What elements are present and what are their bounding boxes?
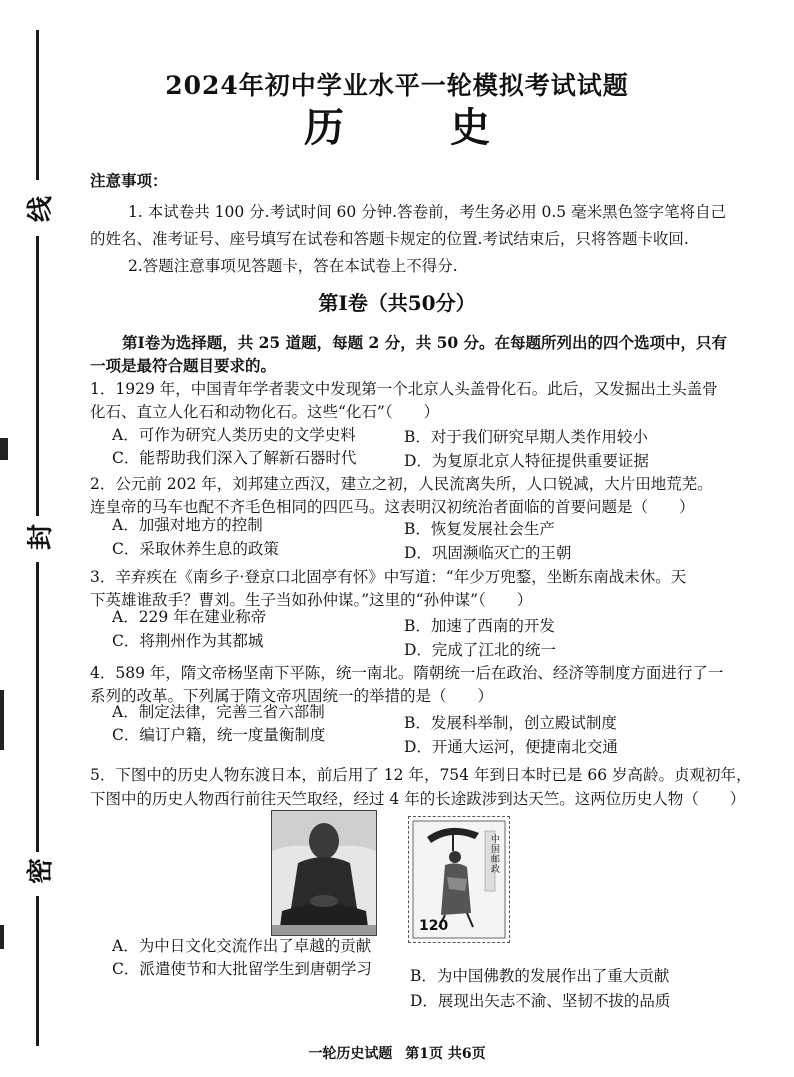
footer-page: 第1页 共6页 (405, 1046, 486, 1062)
binding-line-lower (36, 562, 39, 852)
q5-option-a: A．为中日文化交流作出了卓越的贡献 (112, 937, 372, 955)
page-footer (0, 1043, 794, 1063)
q2-option-d: D．巩固濒临灭亡的王朝 (404, 544, 572, 562)
section-title: 第Ⅰ卷（共50分） (318, 291, 476, 315)
monk-statue-image (272, 811, 376, 935)
question-2-line-2: 连皇帝的马车也配不齐毛色相同的四匹马。这表明汉初统治者面临的首要问题是（ ） (90, 498, 695, 516)
q4-option-c: C．编订户籍，统一度量衡制度 (112, 726, 326, 744)
exam-title: 2024年初中学业水平一轮模拟考试试题 (165, 71, 629, 100)
xuanzang-stamp (408, 816, 510, 943)
binding-char-mi: 密 (26, 857, 57, 885)
section-intro-2: 一项是最符合题目要求的。 (90, 356, 277, 375)
notice-heading: 注意事项： (90, 171, 168, 190)
q4-option-d: D．开通大运河，便捷南北交通 (404, 738, 618, 756)
q1-option-b: B．对于我们研究早期人类作用较小 (404, 428, 648, 446)
question-5-line-1: 5．下图中的历史人物东渡日本，前后用了 12 年，754 年到日本时已是 66 岁高龄。贞观初年， (90, 766, 752, 784)
q5-option-c: C．派遣使节和大批留学生到唐朝学习 (112, 960, 372, 978)
q3-option-c: C．将荆州作为其都城 (112, 632, 264, 650)
edge-fragment (0, 925, 4, 949)
q5-option-d: D．展现出矢志不渝、坚韧不拔的品质 (410, 992, 671, 1010)
question-5-line-2: 下图中的历史人物西行前往天竺取经，经过 4 年的长途跋涉到达天竺。这两位历史人物（ ） (90, 790, 746, 808)
question-1-line-2: 化石、直立人化石和动物化石。这些“化石”（ ） (90, 403, 440, 421)
question-2-line-1: 2．公元前 202 年，刘邦建立西汉，建立之初，人民流离失所，人口锐减，大片田地荒芜。 (90, 475, 713, 493)
q2-option-b: B．恢复发展社会生产 (404, 520, 555, 538)
q4-option-a: A．制定法律，完善三省六部制 (112, 703, 325, 721)
q2-option-a: A．加强对地方的控制 (112, 516, 263, 534)
edge-fragment (0, 690, 4, 750)
question-4-line-1: 4．589 年，隋文帝杨坚南下平陈，统一南北。隋朝统一后在政治、经济等制度方面进行了一 (90, 664, 724, 682)
notice-line-3: 2.答题注意事项见答题卡，答在本试卷上不得分. (128, 257, 458, 275)
edge-fragment (0, 438, 8, 460)
question-1-line-1: 1．1929 年，中国青年学者裴文中发现第一个北京人头盖骨化石。此后，又发掘出土头盖骨 (90, 380, 718, 398)
question-4-line-2: 系列的改革。下列属于隋文帝巩固统一的举措的是（ ） (90, 687, 494, 705)
notice-line-2: 的姓名、准考证号、座号填写在试卷和答题卡规定的位置.考试结束后，只将答题卡收回. (90, 230, 689, 248)
q3-option-b: B．加速了西南的开发 (404, 617, 555, 635)
question-3-line-2: 下英雄谁敌手？曹刘。生子当如孙仲谋。”这里的“孙仲谋”（ ） (90, 591, 533, 609)
question-3-line-1: 3．辛弃疾在《南乡子·登京口北固亭有怀》中写道：“年少万兜鍪，坐断东南战未休。天 (90, 568, 687, 586)
q3-option-d: D．完成了江北的统一 (404, 641, 556, 659)
q5-option-b: B．为中国佛教的发展作出了重大贡献 (410, 967, 670, 985)
monk-statue-photo (271, 810, 377, 936)
binding-line-bottom (36, 896, 39, 1046)
section-intro-1: 第Ⅰ卷为选择题，共 25 道题，每题 2 分，共 50 分。在每题所列出的四个选项中，只有 (122, 333, 728, 352)
q1-option-a: A．可作为研究人类历史的文学史料 (112, 426, 356, 444)
q2-option-c: C．采取休养生息的政策 (112, 540, 279, 558)
stamp-caption: 中国邮政 (491, 835, 501, 875)
binding-char-feng: 封 (26, 523, 57, 551)
q1-option-c: C．能帮助我们深入了解新石器时代 (112, 449, 357, 467)
subject-title: 历 史 (304, 104, 536, 151)
stamp-value: 120 (419, 918, 449, 934)
footer-name: 一轮历史试题 (308, 1046, 393, 1062)
binding-line-upper (36, 236, 39, 516)
q3-option-a: A．229 年在建业称帝 (112, 608, 267, 626)
q4-option-b: B．发展科举制，创立殿试制度 (404, 714, 617, 732)
notice-line-1: 1. 本试卷共 100 分.考试时间 60 分钟.答卷前，考生务必用 0.5 毫米黑色签字笔将自己 (128, 203, 727, 221)
q1-option-d: D．为复原北京人特征提供重要证据 (404, 452, 649, 470)
binding-char-xian: 线 (26, 195, 57, 223)
